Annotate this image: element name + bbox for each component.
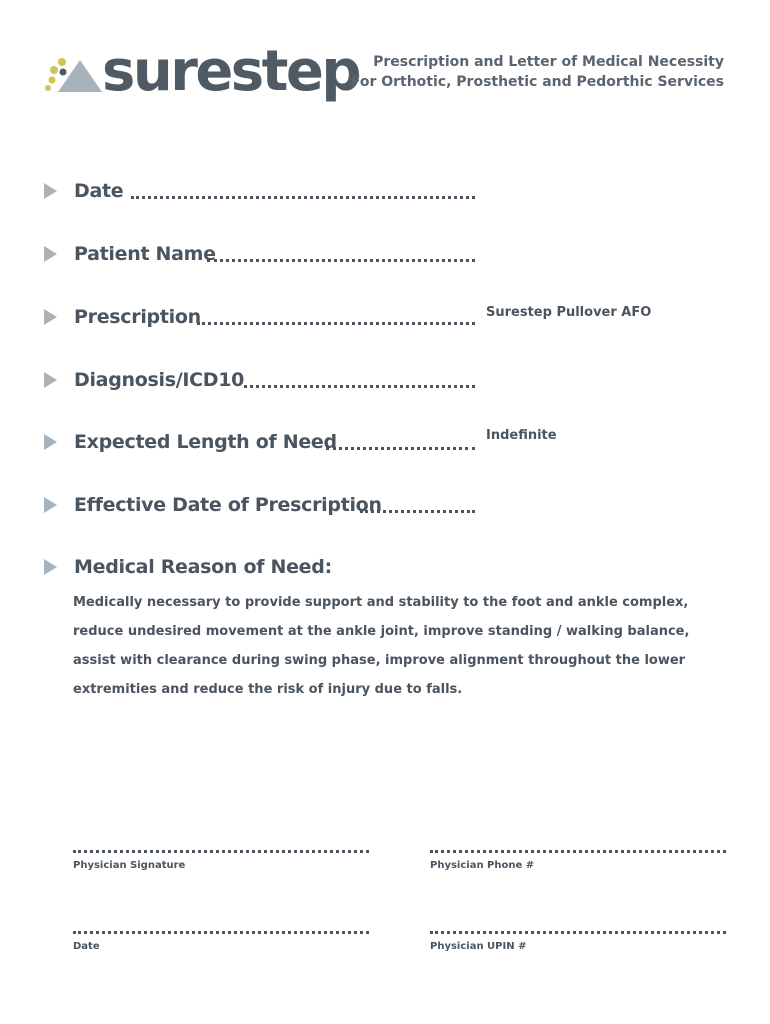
field-effective-date <box>44 491 724 521</box>
physician-signature-label: Physician Signature <box>73 860 186 871</box>
physician-signature-line[interactable] <box>73 850 369 853</box>
diagnosis-dotted-line[interactable] <box>244 385 475 388</box>
document-title-line1: Prescription and Letter of Medical Necessity <box>373 54 724 70</box>
logo-mark-icon <box>44 54 104 94</box>
field-label: Medical Reason of Need: <box>74 556 332 578</box>
field-prescription <box>44 303 724 333</box>
arrow-right-icon <box>44 372 57 388</box>
field-label: Expected Length of Need <box>74 431 337 453</box>
patient-name-dotted-line[interactable] <box>207 259 475 262</box>
brand-name: surestep <box>102 39 359 104</box>
physician-phone-label: Physician Phone # <box>430 860 535 871</box>
physician-upin-label: Physician UPIN # <box>430 941 527 952</box>
date-dotted-line[interactable] <box>131 196 475 199</box>
date-signature-line[interactable] <box>73 931 369 934</box>
document-title-line2: For Orthotic, Prosthetic and Pedorthic Services <box>350 74 724 90</box>
field-label: Prescription <box>74 306 201 328</box>
field-expected-length <box>44 428 724 458</box>
arrow-right-icon <box>44 497 57 513</box>
document-title <box>351 52 724 92</box>
arrow-right-icon <box>44 183 57 199</box>
surestep-logo <box>44 39 359 104</box>
expected-length-value: Indefinite <box>486 428 557 443</box>
arrow-right-icon <box>44 246 57 262</box>
field-date <box>44 177 724 207</box>
medical-reason-text: Medically necessary to provide support and stability to the foot and ankle complex, reduce undesired movement at the ankle joint, improve standing / walking balance, assist with clearance during swing phase, improve alignment throughout the lower extremities and reduce the risk of injury due to falls. <box>73 595 690 697</box>
field-medical-reason <box>44 553 724 583</box>
field-label: Patient Name <box>74 243 216 265</box>
field-diagnosis <box>44 366 724 396</box>
field-label: Diagnosis/ICD10 <box>74 369 245 391</box>
field-label: Date <box>74 180 124 202</box>
prescription-value: Surestep Pullover AFO <box>486 305 652 320</box>
physician-phone-line[interactable] <box>430 850 726 853</box>
expected-length-dotted-line[interactable] <box>326 447 475 450</box>
date-signature-label: Date <box>73 941 100 952</box>
arrow-right-icon <box>44 309 57 325</box>
physician-upin-line[interactable] <box>430 931 726 934</box>
arrow-right-icon <box>44 434 57 450</box>
field-label: Effective Date of Prescription <box>74 494 382 516</box>
effective-date-dotted-line[interactable] <box>360 510 475 513</box>
field-patient-name <box>44 240 724 270</box>
arrow-right-icon <box>44 559 57 575</box>
prescription-dotted-line[interactable] <box>197 322 475 325</box>
